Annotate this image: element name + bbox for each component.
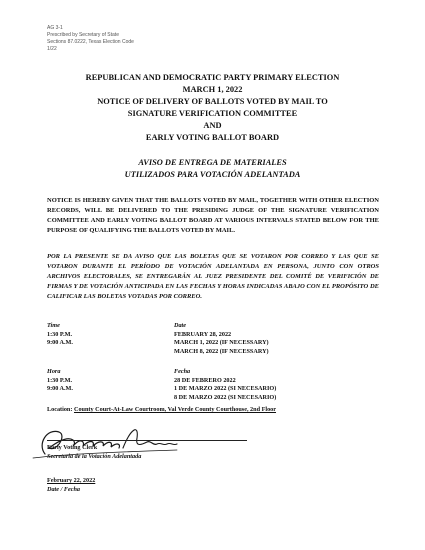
form-revision: 1/22: [47, 46, 57, 52]
date-value: FEBRUARY 28, 2022: [174, 330, 232, 338]
signer-block: [47, 443, 141, 461]
date-value: MARCH 8, 2022 (IF NECESSARY): [174, 347, 269, 355]
signer-title-spanish: Secretaria de la Votación Adelantada: [47, 453, 142, 460]
title-line-committee: SIGNATURE VERIFICATION COMMITTEE: [127, 109, 298, 118]
notice-date-block: [47, 476, 95, 494]
title-line-election: REPUBLICAN AND DEMOCRATIC PARTY PRIMARY ELECTION: [85, 73, 340, 82]
hora-column: [47, 368, 167, 394]
title-es-line-2: UTILIZADOS PARA VOTACIÓN ADELANTADA: [124, 170, 301, 179]
date-label: Date: [174, 322, 187, 329]
date-column: [174, 322, 404, 356]
fecha-value: 1 DE MARZO 2022 (SI NECESARIO): [174, 385, 277, 392]
title-line-board: EARLY VOTING BALLOT BOARD: [145, 133, 280, 142]
title-english: [20, 72, 405, 144]
hora-value: 1:30 P.M.: [47, 376, 73, 384]
time-label: Time: [47, 322, 60, 329]
location-line: [47, 406, 387, 414]
time-column: [47, 322, 167, 348]
signer-title: Early Voting Clerk: [47, 444, 98, 451]
title-line-election-date: MARCH 1, 2022: [182, 85, 243, 94]
notice-date: February 22, 2022: [47, 477, 96, 484]
fecha-label: Fecha: [174, 368, 191, 375]
title-line-and: AND: [203, 121, 222, 130]
notice-spanish: POR LA PRESENTE SE DA AVISO QUE LAS BOLETAS QUE SE VOTARON POR CORREO Y LAS QUE SE VOTARON DURANTE EL PERÍODO DE VOTACIÓN ADELANTADA EN PERSONA, JUNTO CON OTROS ARCHIVOS ELECTORALES, SE ENTREGARÁN AL JUEZ PRESIDENTE DEL COMITÉ DE VERIFICIÓN DE FIRMAS Y DE VOTACIÓN ANTICIPADA EN LAS FECHAS Y HORAS INDICADAS ABAJO CON EL PROPÓSITO DE CALIFICAR LAS BOLETAS VOTADAS POR CORREO.: [47, 253, 379, 300]
time-value: 1:30 P.M.: [47, 330, 73, 338]
fecha-value: 28 DE FEBRERO 2022: [174, 376, 236, 384]
form-number: AG 3-1: [47, 25, 63, 31]
title-line-notice: NOTICE OF DELIVERY OF BALLOTS VOTED BY MAIL TO: [97, 97, 328, 106]
location-label: Location:: [47, 406, 73, 413]
time-value: 9:00 A.M.: [47, 339, 73, 346]
location-value: County Court-At-Law Courtroom, Val Verde County Courthouse, 2nd Floor: [73, 406, 277, 413]
hora-label: Hora: [47, 368, 61, 375]
hora-value: 9:00 A.M.: [47, 385, 73, 392]
fecha-column: [174, 368, 404, 402]
form-code-section: Sections 87.0222, Texas Election Code: [47, 39, 134, 45]
title-es-line-1: AVISO DE ENTREGA DE MATERIALES: [138, 158, 287, 167]
notice-english: NOTICE IS HEREBY GIVEN THAT THE BALLOTS VOTED BY MAIL, TOGETHER WITH OTHER ELECTION RECORDS, WILL BE DELIVERED TO THE PRESIDING JUDGE OF THE SIGNATURE VERIFICATION COMMITTEE AND EARLY VOTING BALLOT BOARD AT VARIOUS INTERVALS STATED BELOW FOR THE PURPOSE OF QUALIFYING THE BALLOTS VOTED BY MAIL.: [47, 197, 379, 234]
form-reference-note: [47, 25, 134, 53]
notice-date-label: Date / Fecha: [47, 486, 80, 493]
form-prescribed-by: Prescribed by Secretary of State: [47, 32, 119, 38]
signature-line: [47, 440, 247, 441]
fecha-value: 8 DE MARZO 2022 (SI NECESARIO): [174, 393, 277, 401]
date-value: MARCH 1, 2022 (IF NECESSARY): [174, 339, 269, 346]
title-spanish: [20, 157, 405, 181]
